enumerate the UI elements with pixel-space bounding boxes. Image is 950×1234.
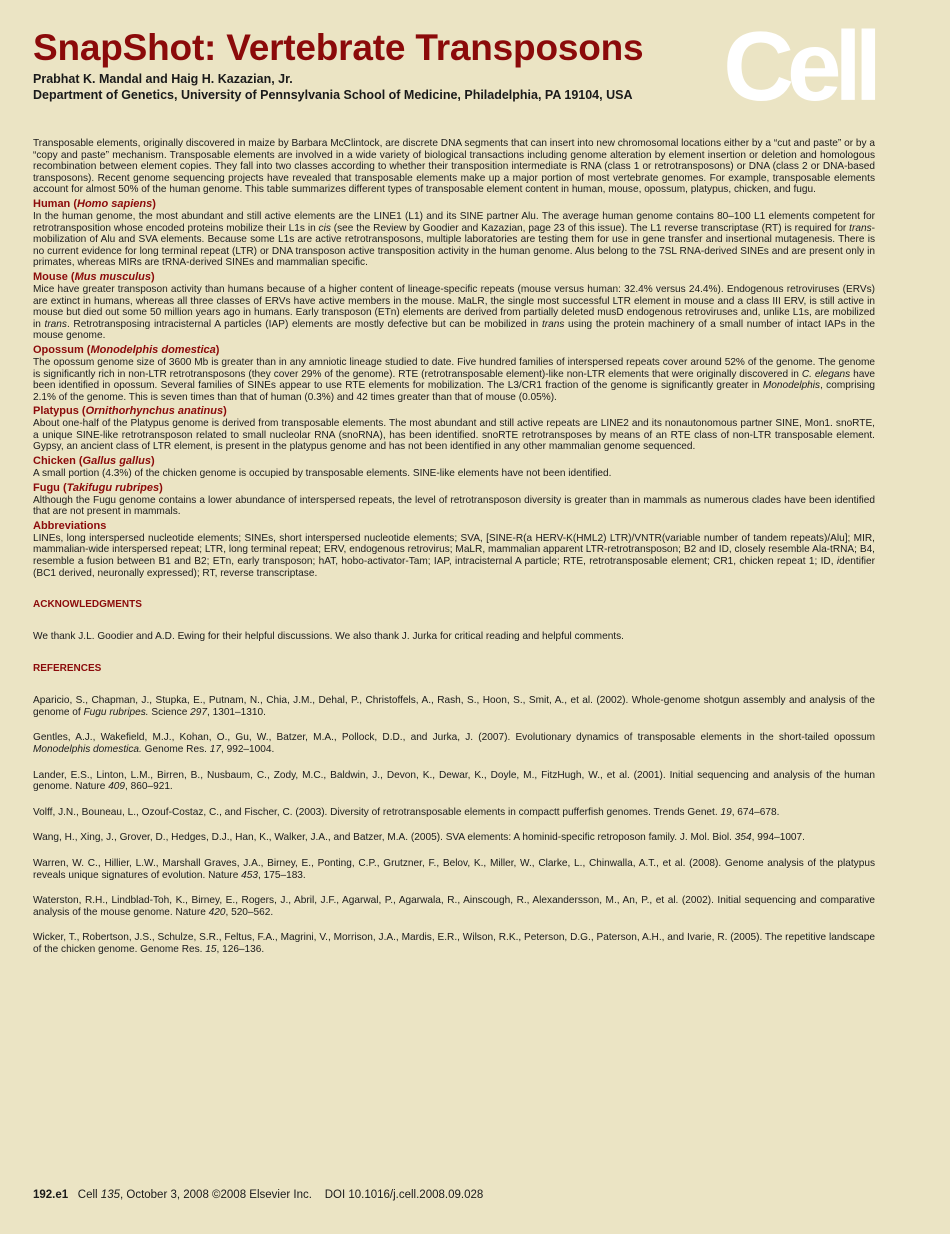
section-heading-opossum: Opossum (Monodelphis domestica) [33,343,220,356]
journal-name: Cell [77,1189,101,1201]
journal-volume: 135 [100,1189,120,1201]
references-heading: REFERENCES [33,663,102,675]
section-text-platypus: About one-half of the Platypus genome is derived from transposable elements. The most abundant and still active repeats are LINE2 and its nonautonomous partner SINE, Mon1. snoRTE, a unique SINE-like retrotransposon related to small nucleolar RNA (snoRNA), has been identified. snoRTE retrotransposes by means of an RTE class of non-LTR transposable element. Gypsy, an ancient class of LTR element, is present in the platypus genome and has not been identified in any other mammalian genome sequenced. [33,418,875,453]
reference-item: Aparicio, S., Chapman, J., Stupka, E., Putnam, N., Chia, J.M., Dehal, P., Christoffels, A., Rash, S., Hoon, S., Smit, A., et al. (2002). Whole-genome shotgun assembly and analysis of the genome of Fugu rubripes. Science 297, 1301–1310. [33,695,875,718]
reference-item: Volff, J.N., Bouneau, L., Ozouf-Costaz, C., and Fischer, C. (2003). Diversity of retrotransposable elements in compactt pufferfish genomes. Trends Genet. 19, 674–678. [33,806,780,818]
cell-logo: Cell [723,11,875,121]
section-heading-mouse: Mouse (Mus musculus) [33,270,155,283]
section-text-human: In the human genome, the most abundant and still active elements are the LINE1 (L1) and its SINE partner Alu. The average human genome contains 80–100 L1 elements competent for retrotransposition whose encoded proteins mobilize their L1s in cis (see the Review by Goodier and Kazazian, page 23 of this issue). The L1 reverse transcriptase (RT) is required for trans-mobilization of Alu and SVA elements. Because some L1s are active retrotransposons, multiple laboratories are testing them for use in gene transfer and insertional mutagenesis. There is no current evidence for long terminal repeat (LTR) or DNA transposon active transposition activity in the human genome. Alus belong to the 7SL RNA-derived SINEs and are present only in primates, whereas MIRs are tRNA-derived SINEs and mammalian specific. [33,210,875,269]
section-heading-human: Human (Homo sapiens) [33,197,156,210]
reference-item: Wicker, T., Robertson, J.S., Schulze, S.R., Feltus, F.A., Magrini, V., Morrison, J.A., Mardis, E.R., Wilson, R.K., Peterson, D.G., Paterson, A.H., and Ivarie, R. (2005). The repetitive landscape of the chicken genome. Genome Res. 15, 126–136. [33,932,875,955]
reference-item: Wang, H., Xing, J., Grover, D., Hedges, D.J., Han, K., Walker, J.A., and Batzer, M.A. (2005). SVA elements: A hominid-specific retroposon family. J. Mol. Biol. 354, 994–1007. [33,832,805,844]
reference-item: Waterston, R.H., Lindblad-Toh, K., Birney, E., Rogers, J., Abril, J.F., Agarwal, P., Agarwala, R., Ainscough, R., Alexandersson, M., An, P., et al. (2002). Initial sequencing and comparative analysis of the mouse genome. Nature 420, 520–562. [33,895,875,918]
section-text-opossum: The opossum genome size of 3600 Mb is greater than in any amniotic lineage studied to date. Five hundred families of interspersed repeats cover around 52% of the genome. The genome is significantly rich in non-LTR retrotransposons (they cover 29% of the genome). RTE (retrotransposable element)-like non-LTR elements that were originally discovered in C. elegans have been identified in opossum. Several families of SINEs appear to use RTE elements for mobilization. The L3/CR1 fraction of the genome is significantly greater in Monodelphis, comprising 2.1% of the genome. This is seven times than that of human (0.3%) and 42 times greater than that of mouse (0.05%). [33,356,875,403]
abbreviations-heading: Abbreviations [33,519,107,532]
section-heading-chicken: Chicken (Gallus gallus) [33,455,155,468]
citation-info: , October 3, 2008 ©2008 Elsevier Inc. DOI 10.1016/j.cell.2008.09.028 [119,1189,484,1201]
page-content [33,28,875,970]
section-heading-platypus: Platypus (Ornithorhynchus anatinus) [33,405,227,418]
references-list [33,695,875,955]
section-heading-fugu: Fugu (Takifugu rubripes) [33,481,163,494]
reference-item: Lander, E.S., Linton, L.M., Birren, B., Nusbaum, C., Zody, M.C., Baldwin, J., Devon, K., Dewar, K., Doyle, M., FitzHugh, W., et al. (2001). Initial sequencing and analysis of the human genome. Nature 409, 860–921. [33,769,875,793]
acknowledgments-text: We thank J.L. Goodier and A.D. Ewing for their helpful discussions. We also thank J. Jurka for critical reading and helpful comments. [33,631,624,643]
acknowledgments-heading: ACKNOWLEDGMENTS [33,599,142,611]
authors: Prabhat K. Mandal and Haig H. Kazazian, Jr. [33,72,293,86]
intro-paragraph: Transposable elements, originally discovered in maize by Barbara McClintock, are discrete DNA segments that can insert into new chromosomal locations either by a “cut and paste” or by a “copy and paste” mechanism. Transposable elements are involved in a wide variety of biological transactions including genome alteration by element insertion or deletion and homologous recombination between element copies. They fall into two classes according to whether their transposition intermediate is RNA (class 1 or retrotransposons) or DNA (class 2 or DNA-based transposons). Recent genome sequencing projects have revealed that transposable elements make up a major portion of most vertebrate genomes. For example, transposable elements account for almost 50% of the human genome. This table summarizes different types of transposable element content in human, mouse, opossum, platypus, chicken, and fugu. [33,138,875,196]
section-text-chicken: A small portion (4.3%) of the chicken genome is occupied by transposable elements. SINE-like elements have not been identified. [33,468,612,480]
page-title: SnapShot: Vertebrate Transposons [33,27,644,68]
reference-item: Gentles, A.J., Wakefield, M.J., Kohan, O., Gu, W., Batzer, M.A., Pollock, D.D., and Jurka, J. (2007). Evolutionary dynamics of transposable elements in the short-tailed opossum Monodelphis domestica. Genome Res. 17, 992–1004. [33,732,875,755]
section-text-mouse: Mice have greater transposon activity than humans because of a higher content of lineage-specific repeats (mouse versus human: 32.4% versus 24.4%). Endogenous retroviruses (ERVs) are extinct in humans, whereas all three classes of ERVs have active members in the mouse. MaLR, the single most successful LTR element in mouse and a class III ERV, is still active in mouse but died out some 50 million years ago in humans. Early transposon (ETn) elements are derived from partially deleted musD endogenous retroviruses and, unlike L1s, are mobilized in trans. Retrotransposing intracisternal A particles (IAP) elements are mostly defective but can be mobilized in trans using the protein machinery of a small number of intact IAPs in the mouse genome. [33,283,875,342]
page-footer [33,1188,483,1202]
affiliation: Department of Genetics, University of Pennsylvania School of Medicine, Philadelphia, PA 19104, USA [33,88,633,102]
page-number: 192.e1 [33,1189,69,1201]
section-text-fugu: Although the Fugu genome contains a lower abundance of interspersed repeats, the level of retrotransposon diversity is greater than in mammals as numerous clades have been identified that are not present in mammals. [33,494,875,518]
abbreviations-text: LINEs, long interspersed nucleotide elements; SINEs, short interspersed nucleotide elements; SVA, [SINE-R(a HERV-K(HML2) LTR)/VNTR(variable number of tandem repeats)/Alu]; MIR, mammalian-wide interspersed repeat; LTR, long terminal repeat; ERV, endogenous retrovirus; MaLR, mammalian apparent LTR-retrotransposon; B2 and ID, closely resemble Ala-tRNA; B4, resemble a fusion between B1 and B2; ETn, early transposon; hAT, hobo-activator-Tam; IAP, intracisternal A particle; RTE, retrotransposable element; CR1, chicken repeat 1; ID, identifier (BC1 derived, neuronally expressed); RT, reverse transcriptase. [33,532,875,579]
reference-item: Warren, W. C., Hillier, L.W., Marshall Graves, J.A., Birney, E., Ponting, C.P., Grutzner, F., Belov, K., Miller, W., Clarke, L., Chinwalla, A.T., et al. (2008). Genome analysis of the platypus reveals unique signatures of evolution. Nature 453, 175–183. [33,857,875,881]
main-body [33,138,875,579]
